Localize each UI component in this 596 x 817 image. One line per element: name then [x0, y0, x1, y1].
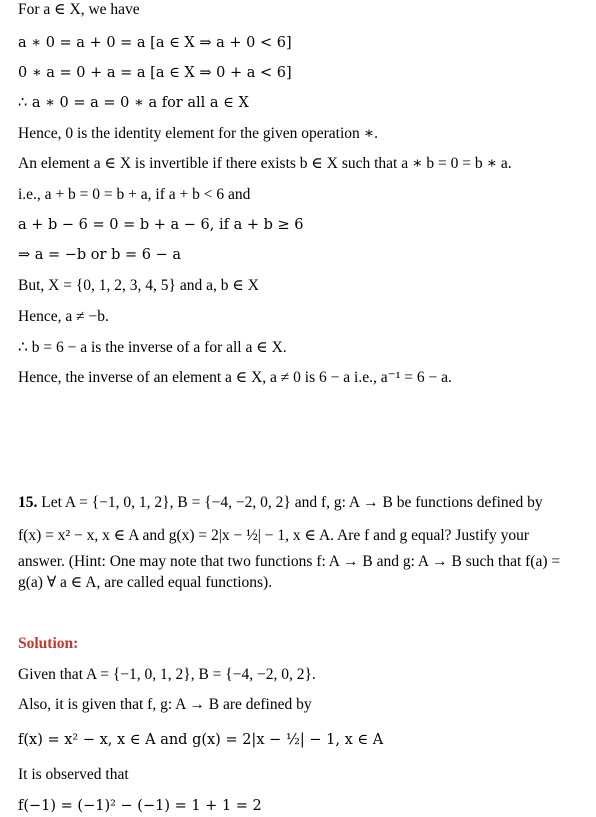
question-number: 15.	[18, 494, 38, 511]
text-line: For a ∈ X, we have	[18, 1, 140, 18]
equation-line: a + b − 6 = 0 = b + a − 6, if a + b ≥ 6	[18, 217, 304, 233]
solution-line: f(x) = x² − x, x ∈ A and g(x) = 2|x − ½| − 1, x ∈ A	[18, 732, 384, 748]
equation-line: 0 ∗ a = 0 + a = a [a ∈ X ⇒ 0 + a < 6]	[18, 65, 292, 81]
text-line: Hence, 0 is the identity element for the given operation ∗.	[18, 125, 379, 142]
equation-line: a ∗ 0 = a + 0 = a [a ∈ X ⇒ a + 0 < 6]	[18, 35, 292, 51]
solution-line: Also, it is given that f, g: A → B are defined by	[18, 696, 312, 713]
text-line: Hence, the inverse of an element a ∈ X, a ≠ 0 is 6 − a i.e., a⁻¹ = 6 − a.	[18, 369, 452, 386]
equation-line: ⇒ a = −b or b = 6 − a	[18, 247, 181, 263]
question-line: f(x) = x² − x, x ∈ A and g(x) = 2|x − ½| − 1, x ∈ A. Are f and g equal? Justify your	[18, 527, 530, 544]
solution-heading: Solution:	[18, 635, 79, 652]
question-line: answer. (Hint: One may note that two functions f: A → B and g: A → B such that f(a) =	[18, 553, 561, 570]
solution-line: Given that A = {−1, 0, 1, 2}, B = {−4, −2, 0, 2}.	[18, 666, 316, 683]
text-line: An element a ∈ X is invertible if there exists b ∈ X such that a ∗ b = 0 = b ∗ a.	[18, 155, 512, 172]
solution-line: f(−1) = (−1)² − (−1) = 1 + 1 = 2	[18, 798, 262, 814]
question-text: Let A = {−1, 0, 1, 2}, B = {−4, −2, 0, 2} and f, g: A → B be functions defined by	[41, 494, 543, 511]
equation-line: ∴ a ∗ 0 = a = 0 ∗ a for all a ∈ X	[18, 95, 249, 111]
text-line: i.e., a + b = 0 = b + a, if a + b < 6 and	[18, 186, 251, 203]
solution-line: It is observed that	[18, 766, 129, 783]
text-line: ∴ b = 6 − a is the inverse of a for all a ∈ X.	[18, 339, 287, 356]
text-line: But, X = {0, 1, 2, 3, 4, 5} and a, b ∈ X	[18, 277, 259, 294]
question-line: g(a) ∀ a ∈ A, are called equal functions).	[18, 574, 273, 591]
text-line: Hence, a ≠ −b.	[18, 308, 109, 325]
question-line	[18, 493, 543, 513]
